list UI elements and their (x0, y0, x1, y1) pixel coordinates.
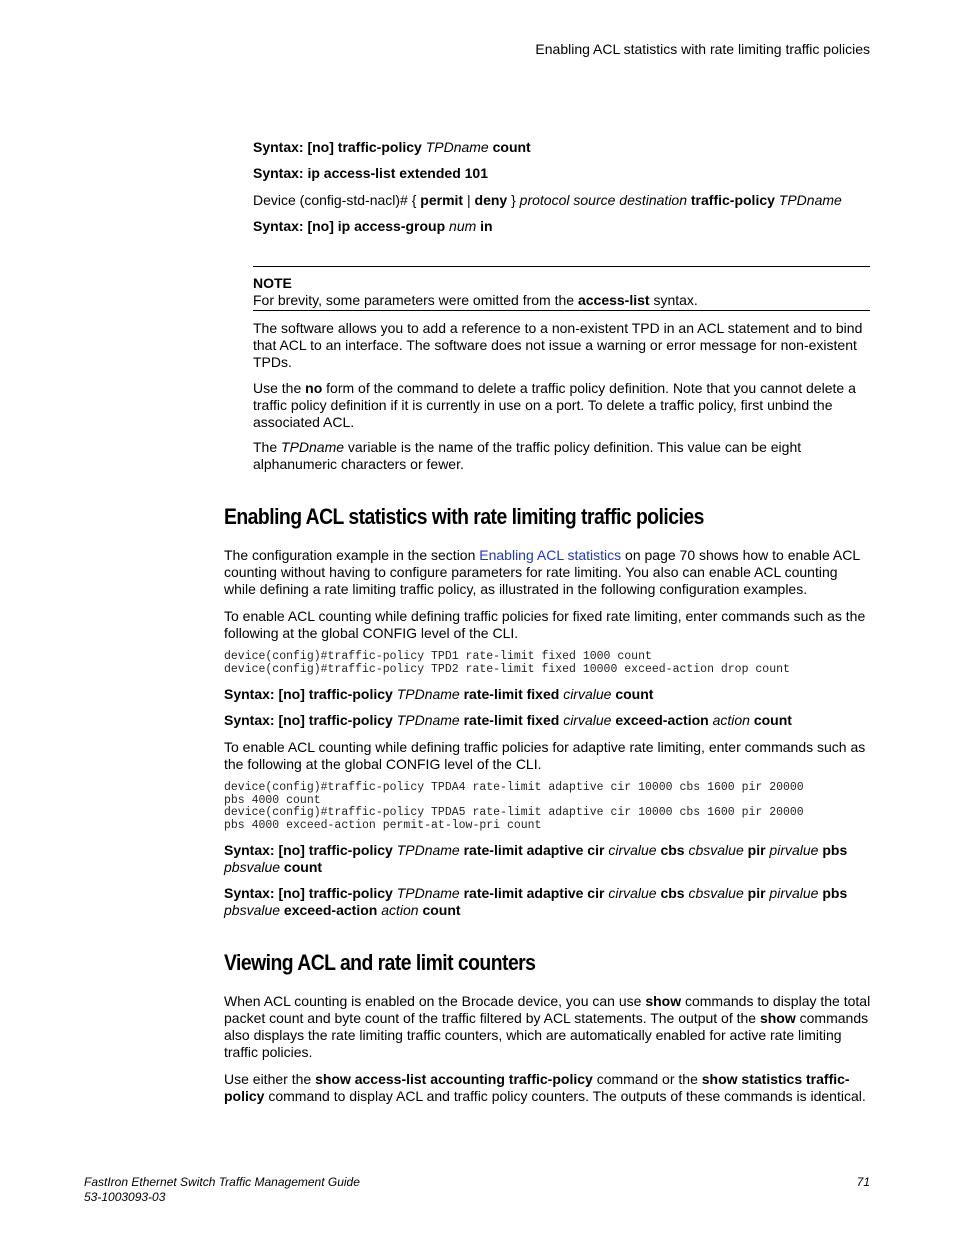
syntax-ip-access-list: Syntax: ip access-list extended 101 (253, 165, 488, 181)
syntax-rate-limit-fixed-exceed: Syntax: [no] traffic-policy TPDname rate-limit fixed cirvalue exceed-action action count (224, 712, 792, 728)
paragraph-adaptive-rate-intro: To enable ACL counting while defining traffic policies for adaptive rate limiting, enter commands such as the following at the global CONFIG level of the CLI. (224, 739, 866, 772)
note-text: For brevity, some parameters were omitted from the access-list syntax. (253, 292, 698, 308)
paragraph-no-form: Use the no form of the command to delete a traffic policy definition. Note that you cannot delete a traffic policy definition if it is currently in use on a port. To delete a traffic policy, first unbind the associated ACL. (253, 380, 856, 430)
device-command-line: Device (config-std-nacl)# { permit | deny } protocol source destination traffic-policy TPDname (253, 192, 842, 208)
footer-page-number: 71 (856, 1175, 870, 1189)
syntax-rate-limit-fixed: Syntax: [no] traffic-policy TPDname rate-limit fixed cirvalue count (224, 686, 654, 702)
syntax-ip-access-group: Syntax: [no] ip access-group num in (253, 218, 493, 234)
code-block-fixed-rate: device(config)#traffic-policy TPD1 rate-limit fixed 1000 count device(config)#traffic-policy TPD2 rate-limit fixed 10000 exceed-action drop count (224, 650, 790, 676)
section-heading-enabling-acl-statistics: Enabling ACL statistics with rate limiting traffic policies (224, 504, 704, 529)
syntax-traffic-policy-count: Syntax: [no] traffic-policy TPDname count (253, 139, 531, 155)
paragraph-nonexistent-tpd: The software allows you to add a reference to a non-existent TPD in an ACL statement and to bind that ACL to an interface. The software does not issue a warning or error message for non-existent TPDs. (253, 320, 863, 370)
paragraph-show-commands: When ACL counting is enabled on the Brocade device, you can use show commands to display the total packet count and byte count of the traffic filtered by ACL statements. The output of the show commands also displays the rate limiting traffic counters, which are automatically enabled for active rate limiting traffic policies. (224, 993, 871, 1060)
link-enabling-acl-statistics[interactable]: Enabling ACL statistics (479, 547, 622, 563)
syntax-rate-limit-adaptive: Syntax: [no] traffic-policy TPDname rate-limit adaptive cir cirvalue cbs cbsvalue pir pirvalue pbs pbsvalue count (224, 842, 848, 875)
paragraph-tpdname-variable: The TPDname variable is the name of the traffic policy definition. This value can be eight alphanumeric characters or fewer. (253, 439, 802, 472)
note-bottom-rule (253, 310, 870, 311)
note-label: NOTE (253, 275, 292, 291)
footer-guide-title: FastIron Ethernet Switch Traffic Management Guide (84, 1175, 360, 1189)
footer-doc-number: 53-1003093-03 (84, 1190, 166, 1204)
syntax-rate-limit-adaptive-exceed: Syntax: [no] traffic-policy TPDname rate-limit adaptive cir cirvalue cbs cbsvalue pir pirvalue pbs pbsvalue exceed-action action count (224, 885, 848, 918)
paragraph-configuration-example: The configuration example in the section Enabling ACL statistics on page 70 shows how to enable ACL counting without having to configure parameters for rate limiting. You also can enable ACL counting while defining a rate limiting traffic policy, as illustrated in the following configuration examples. (224, 547, 860, 597)
section-heading-viewing-acl-counters: Viewing ACL and rate limit counters (224, 950, 536, 975)
paragraph-show-access-list: Use either the show access-list accounting traffic-policy command or the show statistics traffic-policy command to display ACL and traffic policy counters. The outputs of these commands is identical. (224, 1071, 866, 1104)
code-block-adaptive-rate: device(config)#traffic-policy TPDA4 rate-limit adaptive cir 10000 cbs 1600 pir 20000 pbs 4000 count device(config)#traffic-policy TPDA5 rate-limit adaptive cir 10000 cbs 1600 pir 20000 pbs 4000 exceed-action permit-at-low-pri count (224, 781, 804, 832)
note-top-rule (253, 266, 870, 267)
running-header: Enabling ACL statistics with rate limiting traffic policies (535, 41, 870, 57)
paragraph-fixed-rate-intro: To enable ACL counting while defining traffic policies for fixed rate limiting, enter commands such as the following at the global CONFIG level of the CLI. (224, 608, 866, 641)
